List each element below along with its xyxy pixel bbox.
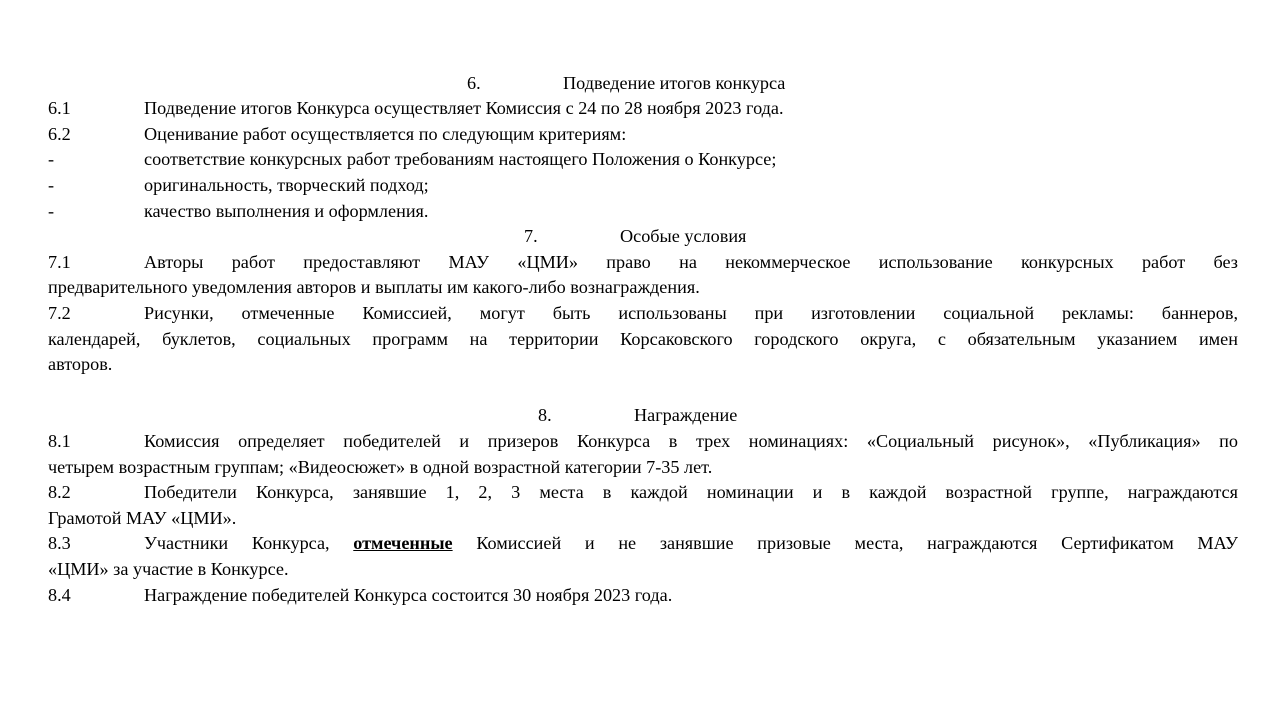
section-7-title: Особые условия	[620, 226, 747, 246]
section-7-number: 7.	[524, 226, 538, 246]
paragraph-text: Подведение итогов Конкурса осуществляет Комиссия с 24 по 28 ноября 2023 года.	[144, 98, 784, 118]
paragraph-text: Рисунки, отмеченные Комиссией, могут быть использованы при изготовлении социальной рекламы: баннеров,	[144, 303, 1238, 323]
paragraph-text: Комиссия определяет победителей и призеров Конкурса в трех номинациях: «Социальный рисунок», «Публикация» по	[144, 431, 1238, 451]
criteria-text: соответствие конкурсных работ требованиям настоящего Положения о Конкурсе;	[144, 149, 777, 169]
paragraph-8-4	[48, 583, 1238, 608]
paragraph-8-1-continued	[48, 455, 1238, 480]
paragraph-number: 7.1	[48, 252, 71, 272]
paragraph-number: 7.2	[48, 303, 71, 323]
criteria-item	[48, 147, 1238, 172]
paragraph-text: Грамотой МАУ «ЦМИ».	[48, 508, 237, 528]
section-6-number: 6.	[467, 73, 481, 93]
criteria-item	[48, 199, 1238, 224]
section-8-heading	[538, 403, 838, 428]
section-8-number: 8.	[538, 405, 552, 425]
paragraph-text: четырем возрастным группам; «Видеосюжет» в одной возрастной категории 7-35 лет.	[48, 457, 713, 477]
paragraph-text: Оценивание работ осуществляется по следующим критериям:	[144, 124, 627, 144]
paragraph-number: 8.2	[48, 482, 71, 502]
paragraph-8-2	[48, 480, 1238, 505]
paragraph-number: 6.2	[48, 124, 71, 144]
paragraph-7-2	[48, 301, 1238, 326]
paragraph-number: 6.1	[48, 98, 71, 118]
bullet-dash: -	[48, 175, 55, 195]
emphasized-word: отмеченные	[353, 533, 453, 553]
bullet-dash: -	[48, 201, 55, 221]
paragraph-7-1-continued	[48, 275, 1238, 300]
paragraph-8-3-continued	[48, 557, 1238, 582]
paragraph-number: 8.1	[48, 431, 71, 451]
criteria-text: качество выполнения и оформления.	[144, 201, 429, 221]
paragraph-8-1	[48, 429, 1238, 454]
criteria-text: оригинальность, творческий подход;	[144, 175, 429, 195]
paragraph-8-2-continued	[48, 506, 1238, 531]
paragraph-text: Авторы работ предоставляют МАУ «ЦМИ» право на некоммерческое использование конкурсных работ без	[144, 252, 1238, 272]
section-6-title: Подведение итогов конкурса	[563, 73, 786, 93]
paragraph-text: предварительного уведомления авторов и выплаты им какого-либо вознаграждения.	[48, 277, 700, 297]
paragraph-6-2	[48, 122, 1238, 147]
paragraph-text: «ЦМИ» за участие в Конкурсе.	[48, 559, 289, 579]
paragraph-text: Награждение победителей Конкурса состоится 30 ноября 2023 года.	[144, 585, 673, 605]
paragraph-text: авторов.	[48, 354, 113, 374]
paragraph-7-1	[48, 250, 1238, 275]
paragraph-7-2-continued	[48, 327, 1238, 352]
text-segment: Комиссией и не занявшие призовые места, награждаются Сертификатом МАУ	[452, 533, 1238, 553]
paragraph-text: Победители Конкурса, занявшие 1, 2, 3 места в каждой номинации и в каждой возрастной группе, награждаются	[144, 482, 1238, 502]
paragraph-number: 8.3	[48, 533, 71, 553]
section-7-heading	[524, 224, 824, 249]
paragraph-8-3	[48, 531, 1238, 556]
bullet-dash: -	[48, 149, 55, 169]
paragraph-7-2-continued	[48, 352, 1238, 377]
criteria-item	[48, 173, 1238, 198]
paragraph-text	[144, 531, 1238, 556]
section-6-heading	[467, 71, 867, 96]
paragraph-number: 8.4	[48, 585, 71, 605]
paragraph-text: календарей, буклетов, социальных программ на территории Корсаковского городского округа, с обязательным указанием имен	[48, 329, 1238, 349]
text-segment: Участники Конкурса,	[144, 533, 354, 553]
paragraph-6-1	[48, 96, 1238, 121]
section-8-title: Награждение	[634, 405, 738, 425]
